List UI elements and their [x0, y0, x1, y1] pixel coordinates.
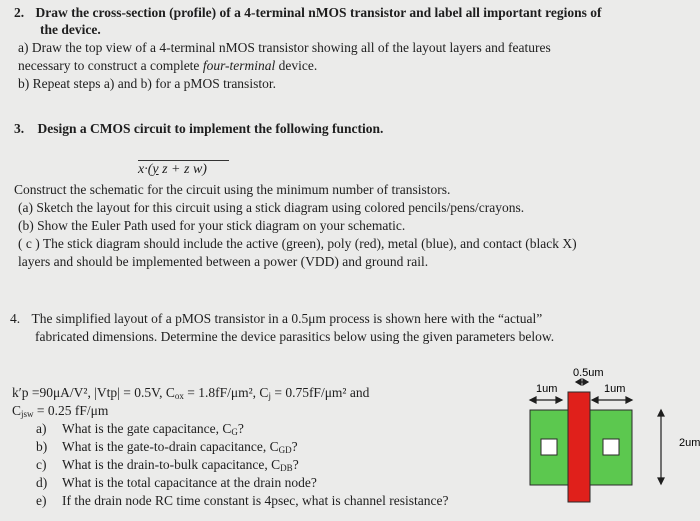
q4-text1: The simplified layout of a pMOS transistor in a 0.5μm process is shown here with the “actual” [31, 311, 543, 326]
gate-arrowhead-right [583, 379, 588, 385]
q4-part-row [36, 421, 244, 440]
q3-title: Design a CMOS circuit to implement the following function. [37, 121, 384, 136]
source-contact [541, 439, 557, 455]
q4-part-text: What is the drain-to-bulk capacitance, C [62, 457, 281, 472]
q3-expression [138, 162, 229, 178]
q3-intro: Construct the schematic for the circuit using the minimum number of transistors. [14, 182, 451, 197]
gate-arrowhead-left [576, 379, 581, 385]
q3-part-c-line1: ( c ) The stick diagram should include the active (green), poly (red), metal (blue), and contact (black X) [18, 236, 577, 251]
params-cj-sub: j [268, 391, 271, 401]
q4-number: 4. [10, 311, 21, 326]
q4-part-text: If the drain node RC time constant is 4psec, what is channel resistance? [62, 493, 449, 508]
q4-part-text: What is the total capacitance at the drain node? [62, 475, 317, 490]
q3-expr-under: y [152, 162, 159, 177]
q4-part-row [36, 493, 449, 509]
drain-contact [603, 439, 619, 455]
q2-title-line2: the device. [40, 22, 101, 37]
q4-part-tail: ? [291, 439, 298, 454]
left-width-label: 1um [536, 383, 558, 395]
right-dim-head-b [626, 397, 632, 403]
q4-part-text: What is the gate-to-drain capacitance, C [62, 439, 279, 454]
q2-part-a-italic: four-terminal [202, 58, 276, 73]
q2-part-a-prefix: necessary to construct a complete [18, 58, 203, 73]
q4-part-row [36, 475, 317, 491]
q3-part-b: (b) Show the Euler Path used for your stick diagram on your schematic. [18, 218, 406, 233]
params-k-vt: k′p =90μA/V², |Vtp| = 0.5V, C [12, 385, 175, 400]
q3-expr-rest: z + z w) [158, 162, 207, 177]
left-dim-head-a [530, 397, 536, 403]
q4-part-letter: e) [36, 493, 47, 508]
left-dim-head-b [556, 397, 562, 403]
q4-part-row [36, 439, 298, 458]
q4-part-letter: c) [36, 457, 47, 472]
params-cjsw-c: C [12, 403, 22, 418]
q4-line2: fabricated dimensions. Determine the device parasitics below using the given parameters below. [35, 329, 555, 344]
q4-part-sub: DB [280, 463, 293, 473]
q2-title: Draw the cross-section (profile) of a 4-terminal nMOS transistor and label all important regions of [35, 5, 602, 20]
q3-title-line [14, 121, 383, 137]
pmos-layout-diagram [526, 362, 700, 512]
q4-part-sub: GD [278, 445, 292, 455]
height-dim-head-bottom [658, 478, 664, 484]
q2-part-a-line2 [18, 58, 317, 74]
q4-params-line2 [12, 403, 108, 422]
right-dim-head-a [592, 397, 598, 403]
q2-number: 2. [14, 5, 25, 20]
q4-params-line1 [12, 385, 369, 404]
q4-part-tail: ? [292, 457, 299, 472]
q2-title-line1 [14, 5, 601, 21]
params-cox-sub: ox [174, 391, 184, 401]
q4-part-sub: G [231, 427, 238, 437]
q4-part-letter: b) [36, 439, 48, 454]
q3-part-c-line2: layers and should be implemented between a power (VDD) and ground rail. [18, 254, 429, 269]
q4-part-tail: ? [237, 421, 244, 436]
q4-line1 [10, 311, 542, 327]
height-dim-head-top [658, 410, 664, 416]
params-cj-val: = 0.75fF/μm² and [270, 385, 370, 400]
gate-length-label: 0.5um [573, 367, 604, 379]
q3-part-a: (a) Sketch the layout for this circuit using a stick diagram using colored pencils/pens/crayons. [18, 200, 525, 215]
q2-part-a-suffix: device. [275, 58, 318, 73]
params-cjsw-sub: jsw [21, 409, 34, 419]
q4-part-letter: d) [36, 475, 48, 490]
q2-part-b: b) Repeat steps a) and b) for a pMOS transistor. [18, 76, 276, 91]
params-cox-val: = 1.8fF/μm², C [183, 385, 269, 400]
q4-part-text: What is the gate capacitance, C [62, 421, 232, 436]
q4-part-row [36, 457, 299, 476]
q4-part-letter: a) [36, 421, 47, 436]
right-width-label: 1um [604, 383, 626, 395]
height-label: 2um [679, 437, 700, 449]
q3-number: 3. [14, 121, 25, 136]
q2-part-a-line1: a) Draw the top view of a 4-terminal nMOS transistor showing all of the layout layers and features [18, 40, 551, 55]
params-cjsw-val: = 0.25 fF/μm [33, 403, 109, 418]
poly-gate [568, 392, 590, 502]
q3-expr-prefix: x·( [138, 162, 153, 177]
